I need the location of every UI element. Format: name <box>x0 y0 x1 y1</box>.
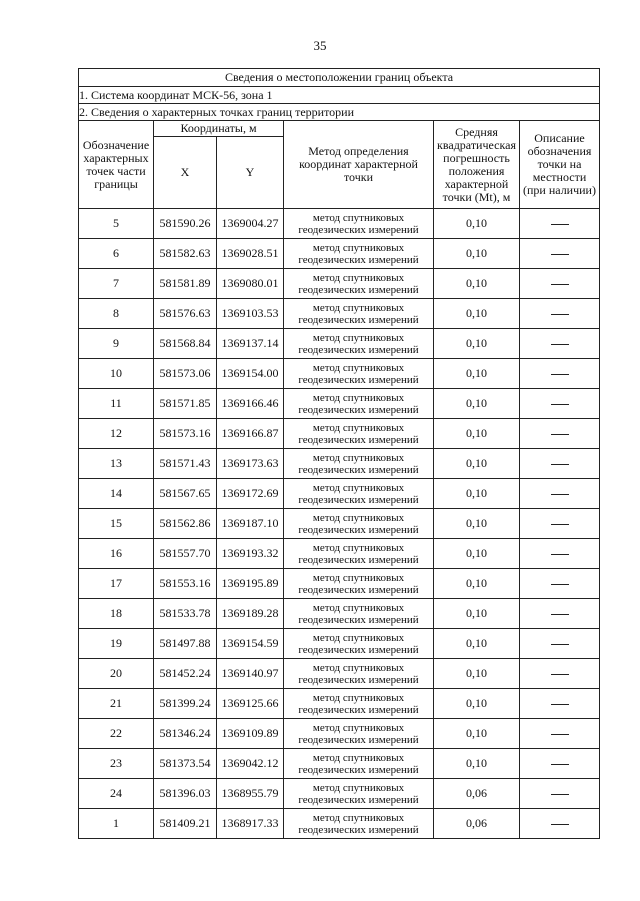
dash-mark <box>551 734 569 735</box>
points-info-row: 2. Сведения о характерных точках границ территории <box>79 104 600 121</box>
accuracy-cell: 0,10 <box>434 419 520 449</box>
table-row <box>79 209 600 239</box>
table-row <box>79 569 600 599</box>
point-cell: 19 <box>79 629 154 659</box>
method-cell: метод спутниковых геодезических измерений <box>284 509 434 539</box>
header-coords: Координаты, м <box>154 121 284 137</box>
y-cell: 1369125.66 <box>217 689 284 719</box>
description-cell <box>520 719 600 749</box>
method-cell: метод спутниковых геодезических измерений <box>284 359 434 389</box>
description-cell <box>520 269 600 299</box>
accuracy-cell: 0,10 <box>434 689 520 719</box>
x-cell: 581553.16 <box>154 569 217 599</box>
dash-mark <box>551 344 569 345</box>
table-row <box>79 809 600 839</box>
y-cell: 1369154.59 <box>217 629 284 659</box>
table-row <box>79 449 600 479</box>
method-cell: метод спутниковых геодезических измерений <box>284 299 434 329</box>
x-cell: 581590.26 <box>154 209 217 239</box>
accuracy-cell: 0,10 <box>434 569 520 599</box>
accuracy-cell: 0,10 <box>434 659 520 689</box>
table-row <box>79 419 600 449</box>
x-cell: 581562.86 <box>154 509 217 539</box>
point-cell: 11 <box>79 389 154 419</box>
x-cell: 581533.78 <box>154 599 217 629</box>
table-row <box>79 329 600 359</box>
dash-mark <box>551 554 569 555</box>
method-cell: метод спутниковых геодезических измерений <box>284 329 434 359</box>
x-cell: 581568.84 <box>154 329 217 359</box>
description-cell <box>520 599 600 629</box>
y-cell: 1369193.32 <box>217 539 284 569</box>
y-cell: 1369103.53 <box>217 299 284 329</box>
dash-mark <box>551 464 569 465</box>
y-cell: 1368955.79 <box>217 779 284 809</box>
dash-mark <box>551 674 569 675</box>
accuracy-cell: 0,10 <box>434 359 520 389</box>
point-cell: 24 <box>79 779 154 809</box>
x-cell: 581567.65 <box>154 479 217 509</box>
point-cell: 17 <box>79 569 154 599</box>
y-cell: 1369195.89 <box>217 569 284 599</box>
method-cell: метод спутниковых геодезических измерений <box>284 209 434 239</box>
method-cell: метод спутниковых геодезических измерений <box>284 689 434 719</box>
description-cell <box>520 659 600 689</box>
point-cell: 23 <box>79 749 154 779</box>
table-row <box>79 389 600 419</box>
x-cell: 581497.88 <box>154 629 217 659</box>
point-cell: 10 <box>79 359 154 389</box>
point-cell: 20 <box>79 659 154 689</box>
x-cell: 581571.85 <box>154 389 217 419</box>
accuracy-cell: 0,06 <box>434 809 520 839</box>
description-cell <box>520 629 600 659</box>
table-row <box>79 659 600 689</box>
accuracy-cell: 0,10 <box>434 209 520 239</box>
accuracy-cell: 0,10 <box>434 329 520 359</box>
dash-mark <box>551 314 569 315</box>
point-cell: 9 <box>79 329 154 359</box>
table-row <box>79 299 600 329</box>
y-cell: 1369189.28 <box>217 599 284 629</box>
section-title: Сведения о местоположении границ объекта <box>79 69 600 87</box>
method-cell: метод спутниковых геодезических измерений <box>284 629 434 659</box>
description-cell <box>520 299 600 329</box>
header-description: Описание обозначения точки на местности (при наличии) <box>520 121 600 209</box>
description-cell <box>520 539 600 569</box>
y-cell: 1369137.14 <box>217 329 284 359</box>
y-cell: 1369080.01 <box>217 269 284 299</box>
table-row <box>79 269 600 299</box>
accuracy-cell: 0,10 <box>434 479 520 509</box>
x-cell: 581373.54 <box>154 749 217 779</box>
dash-mark <box>551 254 569 255</box>
method-cell: метод спутниковых геодезических измерений <box>284 569 434 599</box>
x-cell: 581409.21 <box>154 809 217 839</box>
point-cell: 13 <box>79 449 154 479</box>
coordinate-system-row: 1. Система координат МСК-56, зона 1 <box>79 87 600 104</box>
page-number: 35 <box>313 38 327 53</box>
accuracy-cell: 0,10 <box>434 239 520 269</box>
dash-mark <box>551 704 569 705</box>
dash-mark <box>551 584 569 585</box>
x-cell: 581396.03 <box>154 779 217 809</box>
dash-mark <box>551 374 569 375</box>
method-cell: метод спутниковых геодезических измерений <box>284 779 434 809</box>
accuracy-cell: 0,10 <box>434 389 520 419</box>
table-row <box>79 599 600 629</box>
description-cell <box>520 449 600 479</box>
method-cell: метод спутниковых геодезических измерений <box>284 239 434 269</box>
method-cell: метод спутниковых геодезических измерений <box>284 719 434 749</box>
y-cell: 1369140.97 <box>217 659 284 689</box>
method-cell: метод спутниковых геодезических измерений <box>284 809 434 839</box>
header-point: Обозначение характерных точек части границы <box>79 121 154 209</box>
table-row <box>79 779 600 809</box>
description-cell <box>520 779 600 809</box>
y-cell: 1369173.63 <box>217 449 284 479</box>
method-cell: метод спутниковых геодезических измерений <box>284 479 434 509</box>
table-row <box>79 239 600 269</box>
description-cell <box>520 689 600 719</box>
table-row <box>79 359 600 389</box>
dash-mark <box>551 764 569 765</box>
accuracy-cell: 0,06 <box>434 779 520 809</box>
method-cell: метод спутниковых геодезических измерений <box>284 599 434 629</box>
y-cell: 1369004.27 <box>217 209 284 239</box>
description-cell <box>520 419 600 449</box>
description-cell <box>520 209 600 239</box>
x-cell: 581399.24 <box>154 689 217 719</box>
table-row <box>79 509 600 539</box>
dash-mark <box>551 284 569 285</box>
description-cell <box>520 389 600 419</box>
description-cell <box>520 569 600 599</box>
x-cell: 581571.43 <box>154 449 217 479</box>
dash-mark <box>551 404 569 405</box>
y-cell: 1369166.46 <box>217 389 284 419</box>
header-x: X <box>154 137 217 209</box>
table-row <box>79 749 600 779</box>
x-cell: 581346.24 <box>154 719 217 749</box>
point-cell: 16 <box>79 539 154 569</box>
method-cell: метод спутниковых геодезических измерений <box>284 389 434 419</box>
point-cell: 1 <box>79 809 154 839</box>
x-cell: 581581.89 <box>154 269 217 299</box>
accuracy-cell: 0,10 <box>434 269 520 299</box>
dash-mark <box>551 644 569 645</box>
dash-mark <box>551 224 569 225</box>
x-cell: 581452.24 <box>154 659 217 689</box>
accuracy-cell: 0,10 <box>434 539 520 569</box>
dash-mark <box>551 794 569 795</box>
y-cell: 1369187.10 <box>217 509 284 539</box>
dash-mark <box>551 494 569 495</box>
dash-mark <box>551 434 569 435</box>
dash-mark <box>551 614 569 615</box>
accuracy-cell: 0,10 <box>434 599 520 629</box>
point-cell: 6 <box>79 239 154 269</box>
dash-mark <box>551 524 569 525</box>
accuracy-cell: 0,10 <box>434 629 520 659</box>
x-cell: 581576.63 <box>154 299 217 329</box>
header-method: Метод определения координат характерной точки <box>284 121 434 209</box>
y-cell: 1369154.00 <box>217 359 284 389</box>
point-cell: 7 <box>79 269 154 299</box>
accuracy-cell: 0,10 <box>434 509 520 539</box>
table-row <box>79 719 600 749</box>
point-cell: 8 <box>79 299 154 329</box>
method-cell: метод спутниковых геодезических измерений <box>284 749 434 779</box>
description-cell <box>520 479 600 509</box>
point-cell: 21 <box>79 689 154 719</box>
point-cell: 18 <box>79 599 154 629</box>
x-cell: 581573.16 <box>154 419 217 449</box>
description-cell <box>520 239 600 269</box>
table-row <box>79 479 600 509</box>
x-cell: 581573.06 <box>154 359 217 389</box>
accuracy-cell: 0,10 <box>434 749 520 779</box>
method-cell: метод спутниковых геодезических измерений <box>284 449 434 479</box>
table-row <box>79 629 600 659</box>
y-cell: 1369109.89 <box>217 719 284 749</box>
y-cell: 1369028.51 <box>217 239 284 269</box>
y-cell: 1369166.87 <box>217 419 284 449</box>
dash-mark <box>551 824 569 825</box>
description-cell <box>520 329 600 359</box>
description-cell <box>520 809 600 839</box>
accuracy-cell: 0,10 <box>434 449 520 479</box>
x-cell: 581582.63 <box>154 239 217 269</box>
accuracy-cell: 0,10 <box>434 299 520 329</box>
y-cell: 1369172.69 <box>217 479 284 509</box>
description-cell <box>520 749 600 779</box>
boundary-points-table <box>78 68 600 839</box>
point-cell: 15 <box>79 509 154 539</box>
point-cell: 5 <box>79 209 154 239</box>
method-cell: метод спутниковых геодезических измерений <box>284 659 434 689</box>
method-cell: метод спутниковых геодезических измерений <box>284 539 434 569</box>
table-row <box>79 539 600 569</box>
header-y: Y <box>217 137 284 209</box>
method-cell: метод спутниковых геодезических измерений <box>284 419 434 449</box>
point-cell: 14 <box>79 479 154 509</box>
point-cell: 22 <box>79 719 154 749</box>
header-accuracy: Средняя квадратическая погрешность положения характерной точки (Mt), м <box>434 121 520 209</box>
y-cell: 1369042.12 <box>217 749 284 779</box>
accuracy-cell: 0,10 <box>434 719 520 749</box>
x-cell: 581557.70 <box>154 539 217 569</box>
description-cell <box>520 359 600 389</box>
y-cell: 1368917.33 <box>217 809 284 839</box>
table-row <box>79 689 600 719</box>
method-cell: метод спутниковых геодезических измерений <box>284 269 434 299</box>
point-cell: 12 <box>79 419 154 449</box>
description-cell <box>520 509 600 539</box>
